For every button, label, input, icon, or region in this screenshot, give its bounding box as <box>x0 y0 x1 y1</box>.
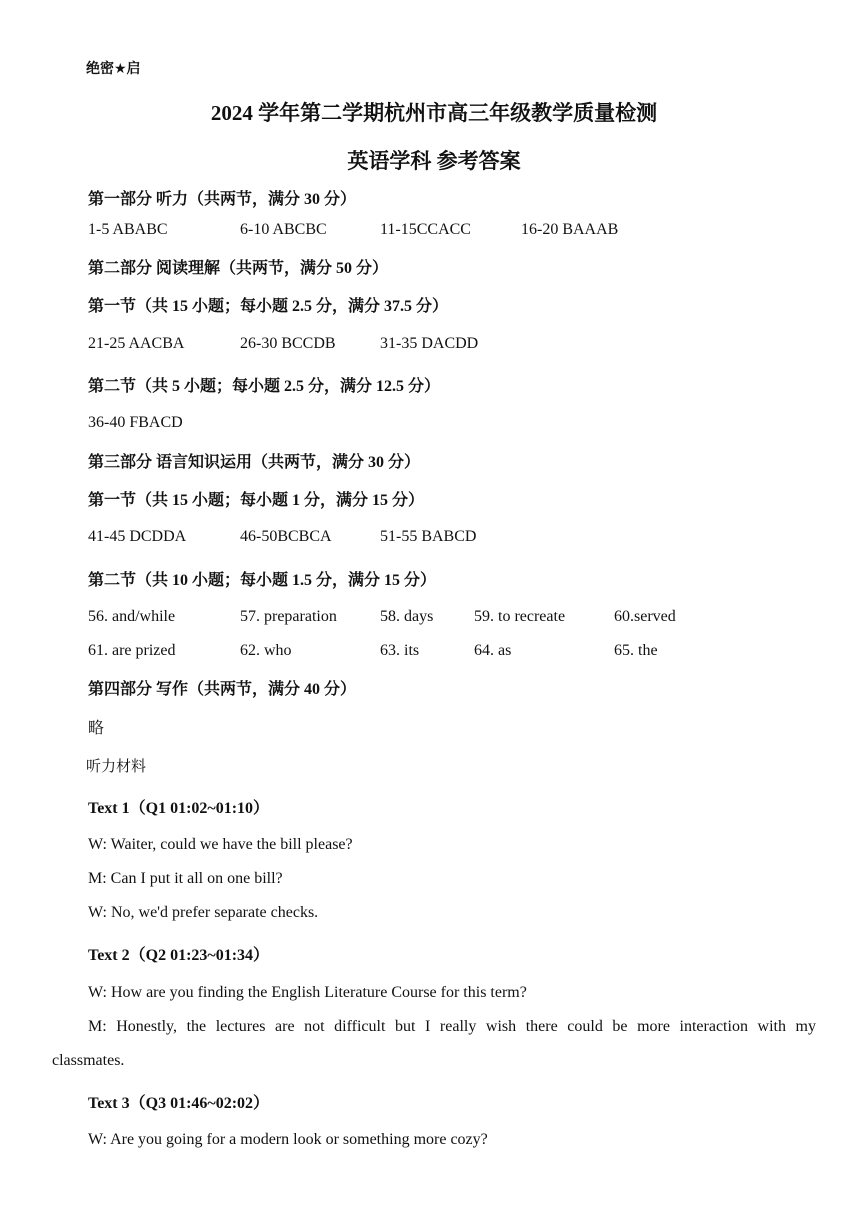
answer-group: 6-10 ABCBC <box>240 221 327 238</box>
answer-group: 51-55 BABCD <box>380 528 477 545</box>
answer-group: 11-15CCACC <box>380 221 471 238</box>
answer-item: 59. to recreate <box>474 608 566 625</box>
transcript-line: W: How are you finding the English Literature Course for this term? <box>88 984 527 1001</box>
part2-heading: 第二部分 阅读理解（共两节，满分 50 分） <box>88 260 389 277</box>
answer-group: 26-30 BCCDB <box>240 335 336 352</box>
answer-group: 31-35 DACDD <box>380 335 479 352</box>
transcript-line: W: Waiter, could we have the bill please? <box>88 836 353 853</box>
document-title: 2024 学年第二学期杭州市高三年级教学质量检测 <box>210 101 658 125</box>
answer-group: 46-50BCBCA <box>240 528 332 545</box>
answer-item: 61. are prized <box>88 642 176 659</box>
answer-item: 62. who <box>240 642 292 659</box>
part2-section1-heading: 第一节（共 15 小题；每小题 2.5 分，满分 37.5 分） <box>88 298 449 315</box>
text3-heading: Text 3（Q3 01:46~02:02） <box>88 1095 270 1112</box>
answer-item: 65. the <box>614 642 658 659</box>
transcript-line: M: Can I put it all on one bill? <box>88 870 283 887</box>
transcript-line: W: No, we'd prefer separate checks. <box>88 904 319 921</box>
part3-heading: 第三部分 语言知识运用（共两节，满分 30 分） <box>88 454 421 471</box>
part2-section2-heading: 第二节（共 5 小题；每小题 2.5 分，满分 12.5 分） <box>88 378 441 395</box>
answer-item: 58. days <box>380 608 434 625</box>
answer-item: 64. as <box>474 642 512 659</box>
document-subtitle: 英语学科 参考答案 <box>347 149 521 173</box>
answer-item: 63. its <box>380 642 420 659</box>
text2-heading: Text 2（Q2 01:23~01:34） <box>88 947 270 964</box>
part4-content: 略 <box>88 720 105 737</box>
transcript-line: W: Are you going for a modern look or something more cozy? <box>88 1131 488 1148</box>
part3-section1-heading: 第一节（共 15 小题；每小题 1 分，满分 15 分） <box>88 492 425 509</box>
answer-item: 60.served <box>614 608 676 625</box>
answer-group: 41-45 DCDDA <box>88 528 187 545</box>
confidential-mark: 绝密★启 <box>86 61 141 77</box>
answer-item: 56. and/while <box>88 608 176 625</box>
part3-section2-heading: 第二节（共 10 小题；每小题 1.5 分，满分 15 分） <box>88 572 437 589</box>
answer-group: 36-40 FBACD <box>88 414 183 431</box>
transcript-line-continued: classmates. <box>52 1052 125 1069</box>
part1-heading: 第一部分 听力（共两节，满分 30 分） <box>88 191 357 208</box>
transcript-line: M: Honestly, the lectures are not difficult but I really wish there could be more interaction with my <box>88 1018 816 1035</box>
answer-group: 1-5 ABABC <box>88 221 168 238</box>
listening-label: 听力材料 <box>86 757 147 775</box>
answer-item: 57. preparation <box>240 608 337 625</box>
text1-heading: Text 1（Q1 01:02~01:10） <box>88 800 270 817</box>
part4-heading: 第四部分 写作（共两节，满分 40 分） <box>88 681 357 698</box>
answer-group: 21-25 AACBA <box>88 335 185 352</box>
answer-group: 16-20 BAAAB <box>521 221 619 238</box>
